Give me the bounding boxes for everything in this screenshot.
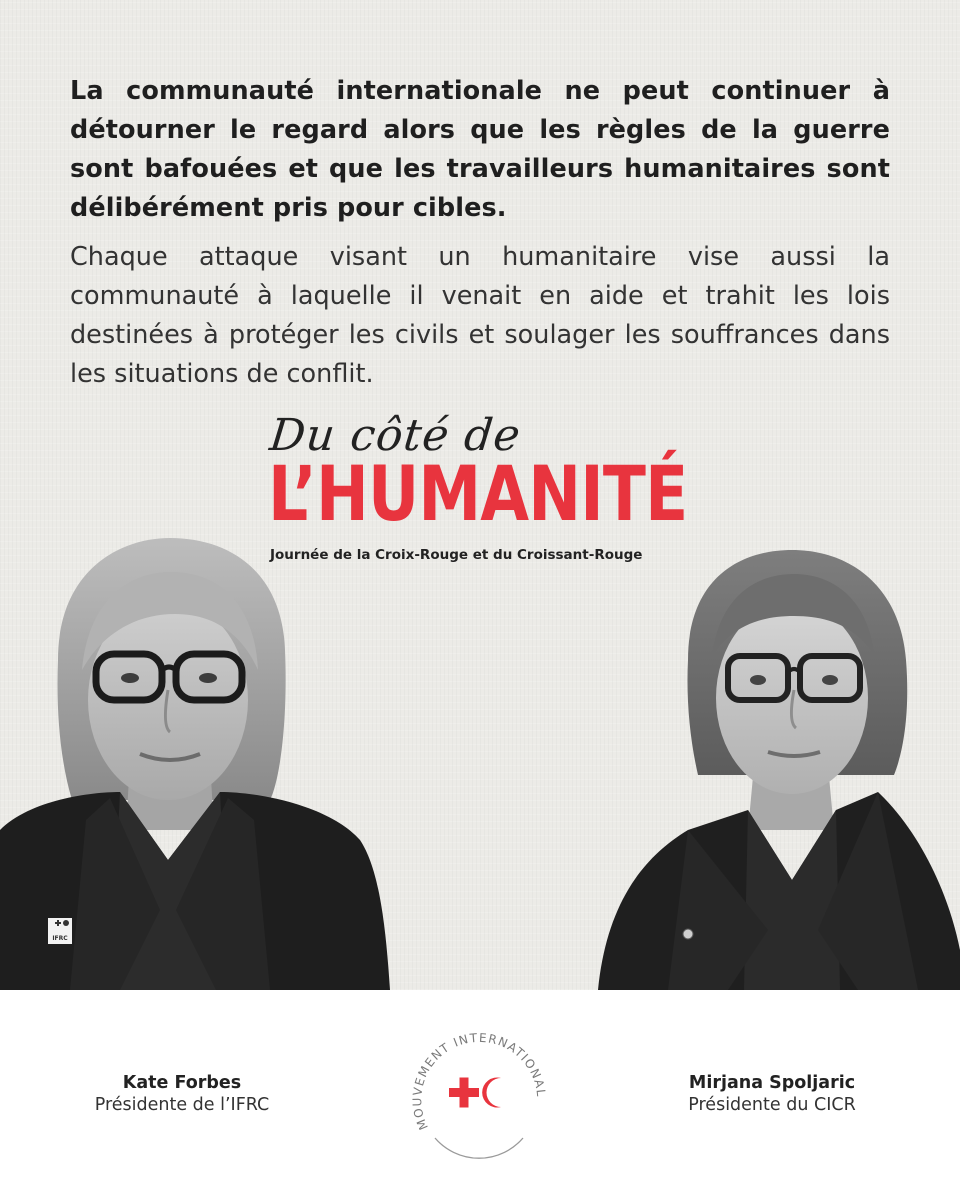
signatory-right [612, 1072, 932, 1116]
portrait-left-figure [0, 530, 390, 990]
ifrc-badge-icon [48, 918, 72, 944]
ifrc-badge-text: IFRC [52, 935, 68, 942]
portrait-right-figure [578, 530, 960, 990]
portrait-left [0, 530, 390, 990]
signatory-left-title: Présidente de l’IFRC [94, 1095, 270, 1115]
movement-emblem [405, 1022, 555, 1172]
portrait-right [578, 530, 960, 990]
campaign-subtitle: Journée de la Croix-Rouge et du Croissant-Rouge [270, 547, 643, 563]
signatory-left [22, 1072, 342, 1116]
signatory-right-name: Mirjana Spoljaric [688, 1073, 856, 1093]
campaign-main-title: L’HUMANITÉ [268, 449, 688, 538]
emblem-arc-text [410, 1031, 548, 1132]
emblem-arc-textpath: MOUVEMENT INTERNATIONAL [410, 1030, 549, 1132]
campaign-script-title: Du côté de [267, 410, 524, 461]
lead-statement: La communauté internationale ne peut continuer à détourner le regard alors que les règles de la guerre sont bafouées et que les travailleurs humanitaires sont délibérément pris pour cibles. [70, 76, 890, 223]
signatory-left-name: Kate Forbes [122, 1073, 242, 1093]
red-cross-red-crescent-icon [405, 1022, 555, 1172]
body-statement: Chaque attaque visant un humanitaire vise aussi la communauté à laquelle il venait en aide et trahit les lois destinées à protéger les civils et soulager les souffrances dans les situations de conflit. [70, 242, 890, 389]
red-crescent-icon [482, 1078, 501, 1108]
red-cross-icon-v [460, 1078, 469, 1108]
signatory-right-title: Présidente du CICR [688, 1095, 856, 1115]
lapel-pin-icon [683, 929, 693, 939]
